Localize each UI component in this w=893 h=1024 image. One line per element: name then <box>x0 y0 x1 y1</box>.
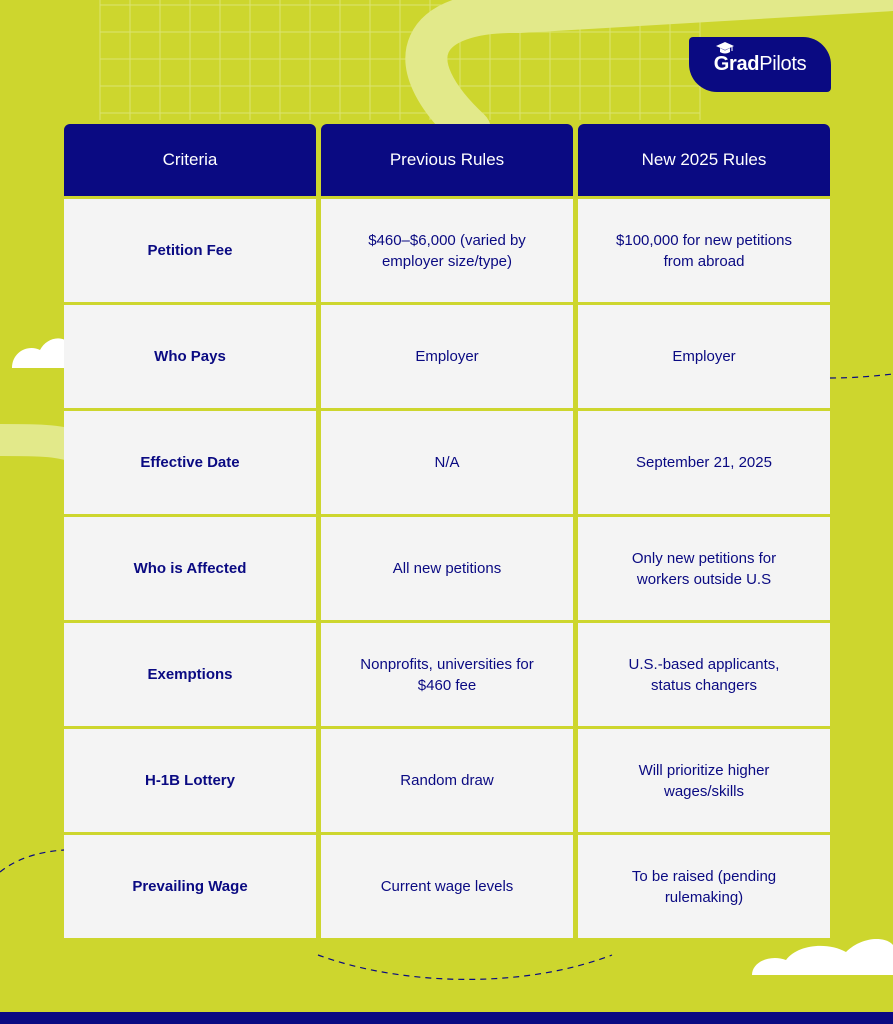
new-rules-column <box>578 124 830 958</box>
new-rule-cell: Will prioritize higher wages/skills <box>578 726 830 832</box>
previous-rule-cell: Employer <box>321 302 573 408</box>
previous-rule-cell: Nonprofits, universities for $460 fee <box>321 620 573 726</box>
header-criteria: Criteria <box>64 124 316 196</box>
new-rule-cell: Employer <box>578 302 830 408</box>
previous-rule-cell: $460–$6,000 (varied by employer size/type) <box>321 196 573 302</box>
bottom-bar <box>0 1012 893 1024</box>
new-rule-cell: September 21, 2025 <box>578 408 830 514</box>
criteria-cell: Exemptions <box>64 620 316 726</box>
new-rule-cell: To be raised (pending rulemaking) <box>578 832 830 938</box>
comparison-table <box>64 124 830 958</box>
criteria-cell: Who Pays <box>64 302 316 408</box>
criteria-cell: Effective Date <box>64 408 316 514</box>
criteria-cell: Prevailing Wage <box>64 832 316 938</box>
criteria-cell: Who is Affected <box>64 514 316 620</box>
criteria-cell: Petition Fee <box>64 196 316 302</box>
previous-rule-cell: Random draw <box>321 726 573 832</box>
logo-text-grad: Grad <box>713 53 760 75</box>
new-rule-cell: Only new petitions for workers outside U.S <box>578 514 830 620</box>
criteria-column <box>64 124 316 958</box>
previous-rules-column <box>321 124 573 958</box>
previous-rule-cell: Current wage levels <box>321 832 573 938</box>
graduation-cap-icon <box>715 41 735 55</box>
previous-rule-cell: N/A <box>321 408 573 514</box>
gradpilots-logo <box>689 37 831 92</box>
criteria-cell: H-1B Lottery <box>64 726 316 832</box>
new-rule-cell: $100,000 for new petitions from abroad <box>578 196 830 302</box>
header-new-2025-rules: New 2025 Rules <box>578 124 830 196</box>
new-rule-cell: U.S.-based applicants, status changers <box>578 620 830 726</box>
logo-text-pilots: Pilots <box>759 53 807 75</box>
previous-rule-cell: All new petitions <box>321 514 573 620</box>
header-previous-rules: Previous Rules <box>321 124 573 196</box>
